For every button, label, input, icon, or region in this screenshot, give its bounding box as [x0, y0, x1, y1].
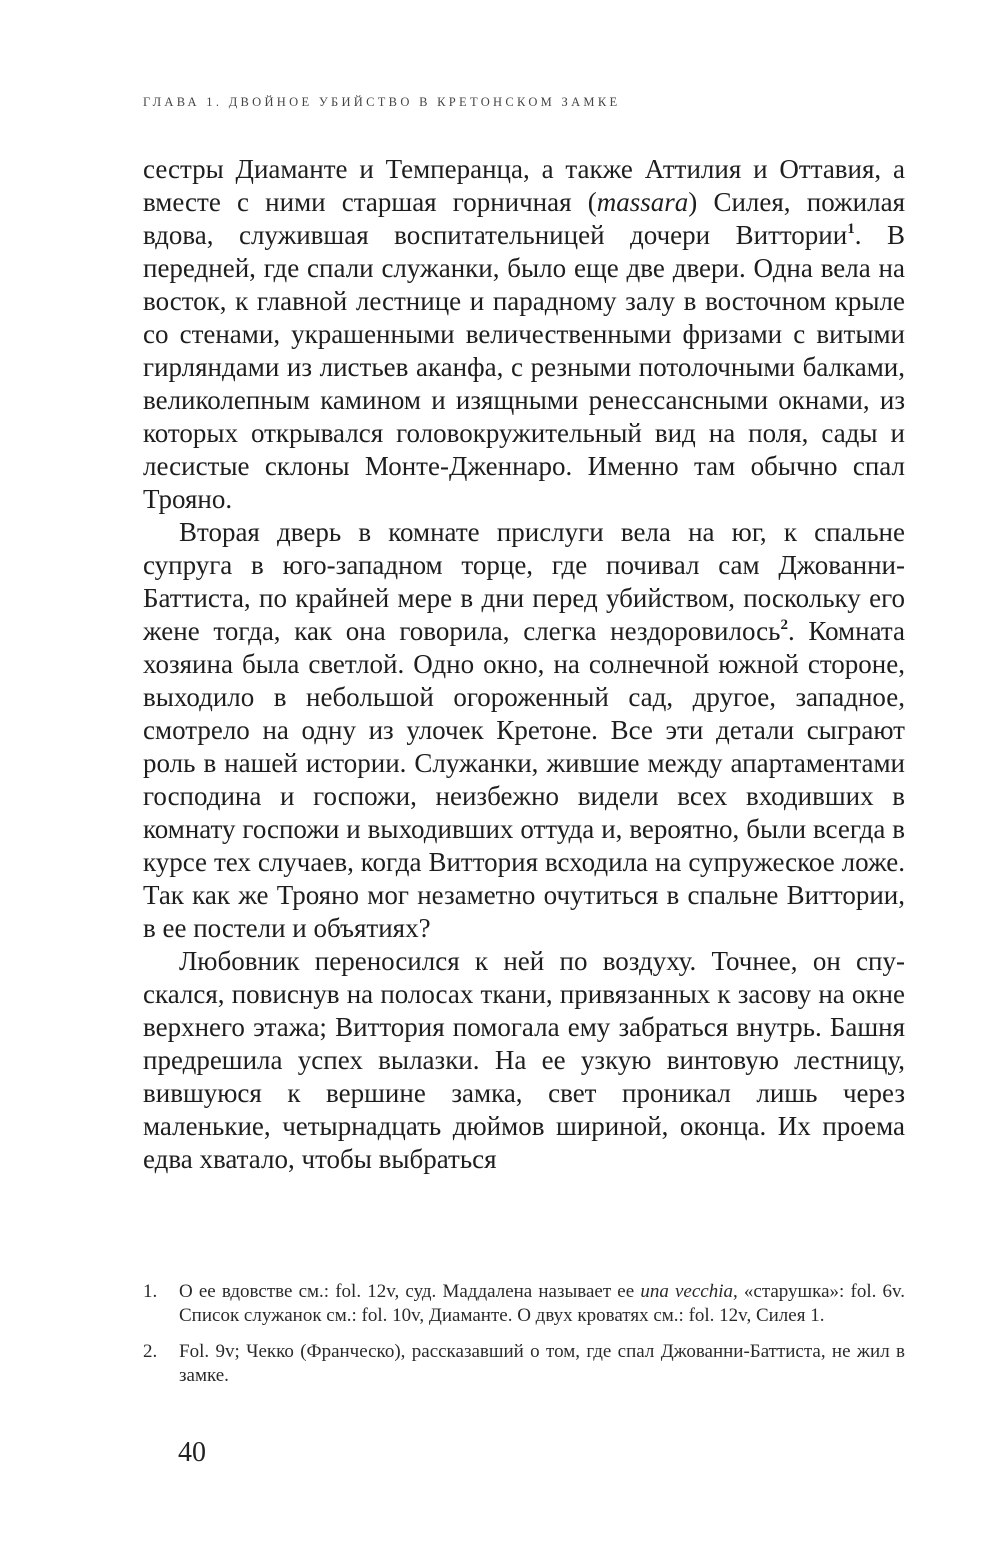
text-run: ) Силея, пожилая вдова, служившая воспитательницей дочери Виттории — [143, 187, 905, 250]
text-run: сестры Диаманте и Темперанца, а также Аттилия и Оттавия, а вместе с ними старшая горничная ( — [143, 154, 905, 217]
text-run: О ее вдовстве см.: fol. 12v, суд. Маддалена называет ее — [179, 1281, 641, 1302]
footnote-text — [179, 1280, 905, 1328]
footnote-number: 2. — [143, 1341, 158, 1362]
paragraph — [143, 945, 905, 1176]
italic-term: massara — [596, 187, 689, 217]
footnotes — [143, 1280, 905, 1400]
running-head: ГЛАВА 1. ДВОЙНОЕ УБИЙСТВО В КРЕТОНСКОМ ЗАМКЕ — [143, 95, 621, 109]
text-run: Любовник переносился к ней по воздуху. Точнее, он спускался, повиснув на полосах ткани, привязанных к засову на окне верхнего этажа; Виттория помогала ему забраться внутрь. Башня предрешила успех вылазки. На ее узкую винтовую лестницу, вившуюся к вершине замка, свет проникал лишь через маленькие, четырнадцать дюймов шириной, оконца. Их проема едва хватало, чтобы выбраться — [143, 946, 905, 1174]
italic-term: una vecchia — [640, 1281, 733, 1302]
footnote-reference: 1 — [847, 221, 855, 237]
text-run: , «старушка»: fol. 6v. Список служанок см.: fol. 10v, Диаманте. О двух кроватях см.: fol. 12v, Силея 1. — [179, 1281, 906, 1326]
footnote-number: 1. — [143, 1281, 158, 1302]
text-run: Вторая дверь в комнате прислуги вела на юг, к спальне супруга в юго-западном торце, где почивал сам Джованни-Баттиста, по крайней мере в дни перед убийством, поскольку его жене тогда, как она говорила, слегка нездоровилось — [143, 517, 905, 646]
footnote-reference: 2 — [780, 617, 788, 633]
paragraph — [143, 516, 905, 945]
paragraph — [143, 153, 905, 516]
text-run: . В передней, где спали служанки, было еще две двери. Одна вела на восток, к главной лестнице и парадному залу в восточном крыле со стенами, украшенными величественными фризами с витыми гирляндами из листьев аканфа, с резными потолочными балками, великолепным камином и изящными ренессансными окнами, из которых открывался головокружительный вид на поля, сады и лесистые склоны Монте-Дженнаро. Именно там обычно спал Трояно. — [143, 220, 905, 514]
body-text — [143, 153, 905, 1176]
text-run: Fol. 9v; Чекко (Франческо), рассказавший о том, где спал Джованни-Баттиста, не жил в замке. — [179, 1341, 905, 1386]
page-number: 40 — [178, 1437, 206, 1468]
footnote — [143, 1280, 905, 1328]
footnote — [143, 1340, 905, 1388]
text-run: . Комната хозяина была светлой. Одно окно, на солнечной южной стороне, выходило в небольшой огороженный сад, другое, западное, смотрело на одну из улочек Кретоне. Все эти детали сыграют роль в нашей истории. Служанки, жившие между апартаментами господина и госпожи, неизбежно видели всех входивших в комнату госпожи и выходивших оттуда и, вероятно, были всегда в курсе тех случаев, когда Виттория всходила на супружеское ложе. Так как же Трояно мог незаметно очутиться в спальне Виттории, в ее постели и объятиях? — [143, 616, 905, 943]
footnote-text — [179, 1340, 905, 1388]
